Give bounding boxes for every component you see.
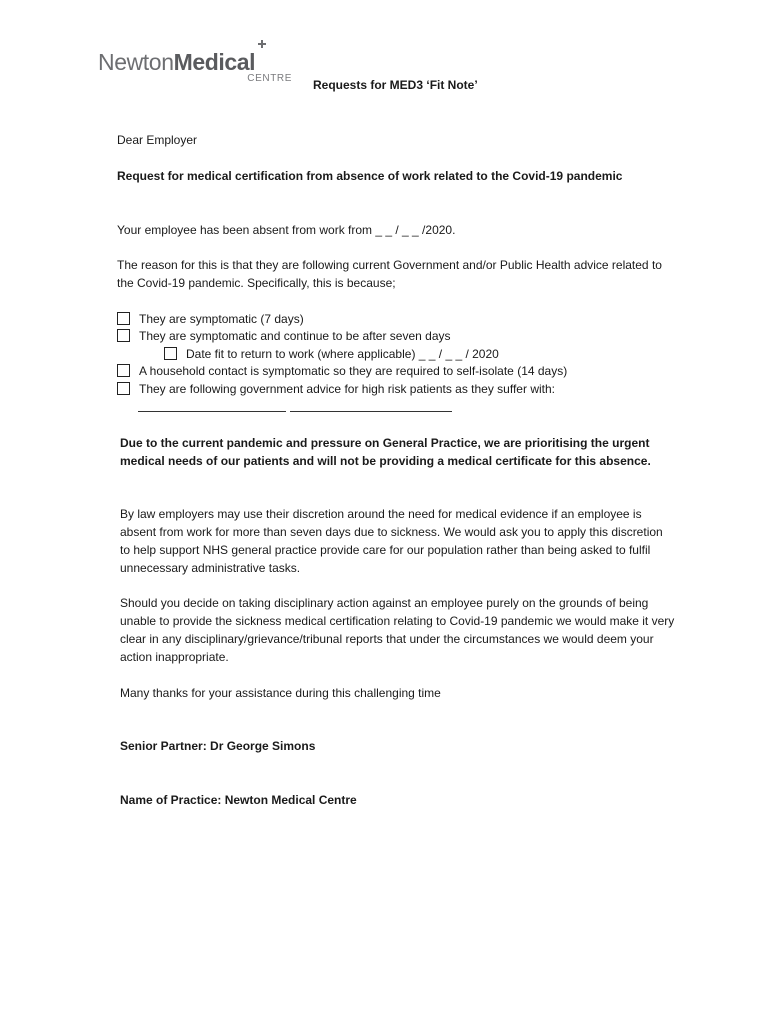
thanks-line: Many thanks for your assistance during this challenging time bbox=[120, 686, 441, 700]
logo-subtitle: CENTRE bbox=[247, 73, 292, 84]
senior-partner: Senior Partner: Dr George Simons bbox=[120, 739, 316, 753]
condition-blank-line[interactable] bbox=[290, 411, 452, 412]
checkbox-label: They are symptomatic (7 days) bbox=[139, 312, 304, 326]
checkbox-label: They are following government advice for high risk patients as they suffer with: bbox=[139, 382, 555, 396]
checkbox-household-contact[interactable] bbox=[117, 364, 130, 377]
document-title: Requests for MED3 ‘Fit Note’ bbox=[313, 78, 478, 92]
reason-intro: The reason for this is that they are following current Government and/or Public Health advice related to the Covid-19 pandemic. Specifically, this is because; bbox=[117, 258, 662, 290]
checkbox-label: They are symptomatic and continue to be after seven days bbox=[139, 329, 451, 343]
salutation: Dear Employer bbox=[117, 133, 198, 147]
notice-paragraph: Due to the current pandemic and pressure on General Practice, we are prioritising the urgent medical needs of our patients and will not be providing a medical certificate for this absence. bbox=[120, 436, 651, 468]
checkbox-symptomatic-after-seven-days[interactable] bbox=[117, 329, 130, 342]
absent-dates-line: Your employee has been absent from work from _ _ / _ _ /2020. bbox=[117, 223, 456, 237]
checkbox-symptomatic-7-days[interactable] bbox=[117, 312, 130, 325]
practice-name: Name of Practice: Newton Medical Centre bbox=[120, 793, 357, 807]
disciplinary-paragraph: Should you decide on taking disciplinary action against an employee purely on the grounds of being unable to provide the sickness medical certification relating to Covid-19 pandemic we would make it very clear in any disciplinary/grievance/tribunal reports that under the circumstances we would deem your action inappropriate. bbox=[120, 596, 675, 664]
checkbox-label: A household contact is symptomatic so they are required to self-isolate (14 days) bbox=[139, 364, 568, 378]
logo-wordmark: NewtonMedical bbox=[98, 49, 256, 75]
checkbox-high-risk[interactable] bbox=[117, 382, 130, 395]
subject-heading: Request for medical certification from absence of work related to the Covid-19 pandemic bbox=[117, 169, 623, 183]
condition-blank-line[interactable] bbox=[138, 411, 286, 412]
medical-cross-icon bbox=[258, 40, 266, 48]
checkbox-date-fit-to-return[interactable] bbox=[164, 347, 177, 360]
discretion-paragraph: By law employers may use their discretion around the need for medical evidence if an employee is absent from work for more than seven days due to sickness. We would ask you to apply this discretion to help support NHS general practice provide care for our population rather than being asked to fulfil unnecessary administrative tasks. bbox=[120, 507, 663, 575]
checkbox-label: Date fit to return to work (where applicable) _ _ / _ _ / 2020 bbox=[186, 347, 499, 361]
newton-medical-logo bbox=[98, 40, 298, 90]
